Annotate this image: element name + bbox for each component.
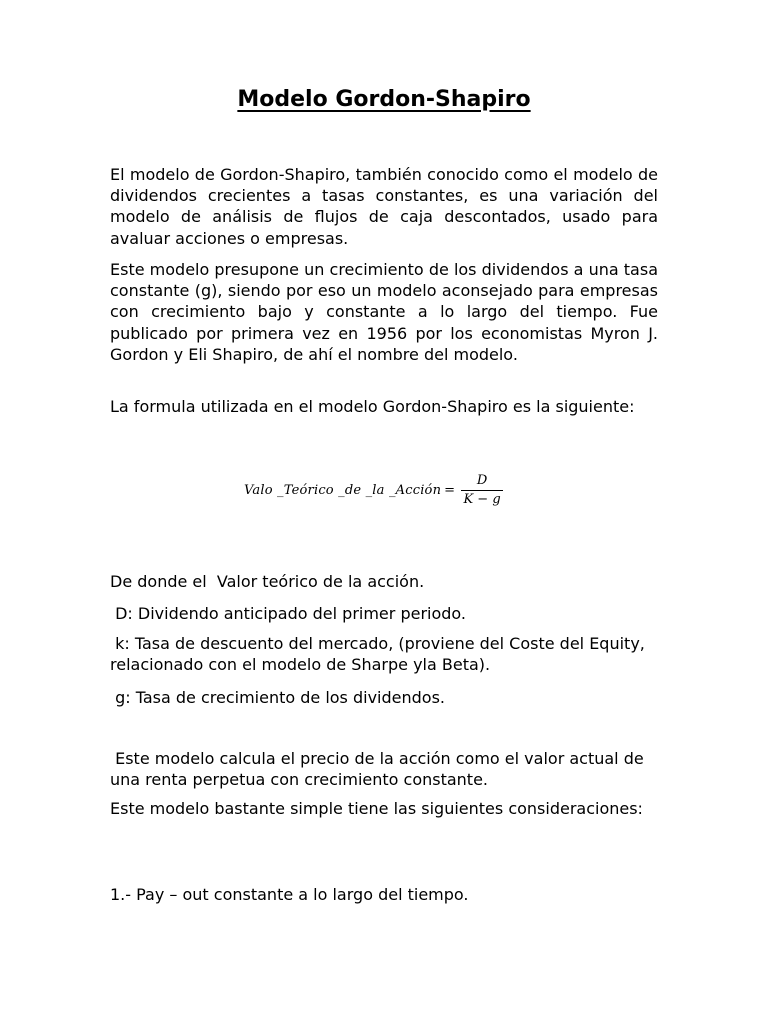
formula-left-side: Valo _Teórico _de _la _Acción — [244, 482, 442, 498]
consideration-item-1: 1.- Pay – out constante a lo largo del tiempo. — [110, 885, 469, 904]
paragraph-considerations-intro: Este modelo bastante simple tiene las siguientes consideraciones: — [110, 799, 643, 818]
formula-numerator: D — [476, 472, 488, 488]
formula-equals-sign: = — [444, 482, 456, 498]
paragraph-intro: El modelo de Gordon-Shapiro, también conocido como el modelo de dividendos crecientes a tasas constantes, es una variación del modelo de análisis de flujos de caja descontados, usado para avaluar acciones o empresas. — [110, 165, 658, 248]
formula-denominator: K − g — [463, 491, 501, 507]
definition-k: k: Tasa de descuento del mercado, (proviene del Coste del Equity, relacionado con el modelo de Sharpe yla Beta). — [110, 634, 650, 675]
paragraph-model-calculation: Este modelo calcula el precio de la acción como el valor actual de una renta perpetua con crecimiento constante. — [110, 749, 649, 790]
definition-g: g: Tasa de crecimiento de los dividendos. — [110, 688, 445, 707]
gordon-shapiro-formula — [244, 470, 503, 510]
formula-fraction — [461, 474, 503, 507]
paragraph-definition-intro: De donde el Valor teórico de la acción. — [110, 572, 425, 591]
paragraph-assumption: Este modelo presupone un crecimiento de los dividendos a una tasa constante (g), siendo por eso un modelo aconsejado para empresas con crecimiento bajo y constante a lo largo del tiempo. Fue publicado por primera vez en 1956 por los economistas Myron J. Gordon y Eli Shapiro, de ahí el nombre del modelo. — [110, 260, 658, 364]
paragraph-formula-intro: La formula utilizada en el modelo Gordon-Shapiro es la siguiente: — [110, 397, 635, 416]
definition-d: D: Dividendo anticipado del primer periodo. — [110, 604, 466, 623]
document-title: Modelo Gordon-Shapiro — [237, 87, 531, 112]
